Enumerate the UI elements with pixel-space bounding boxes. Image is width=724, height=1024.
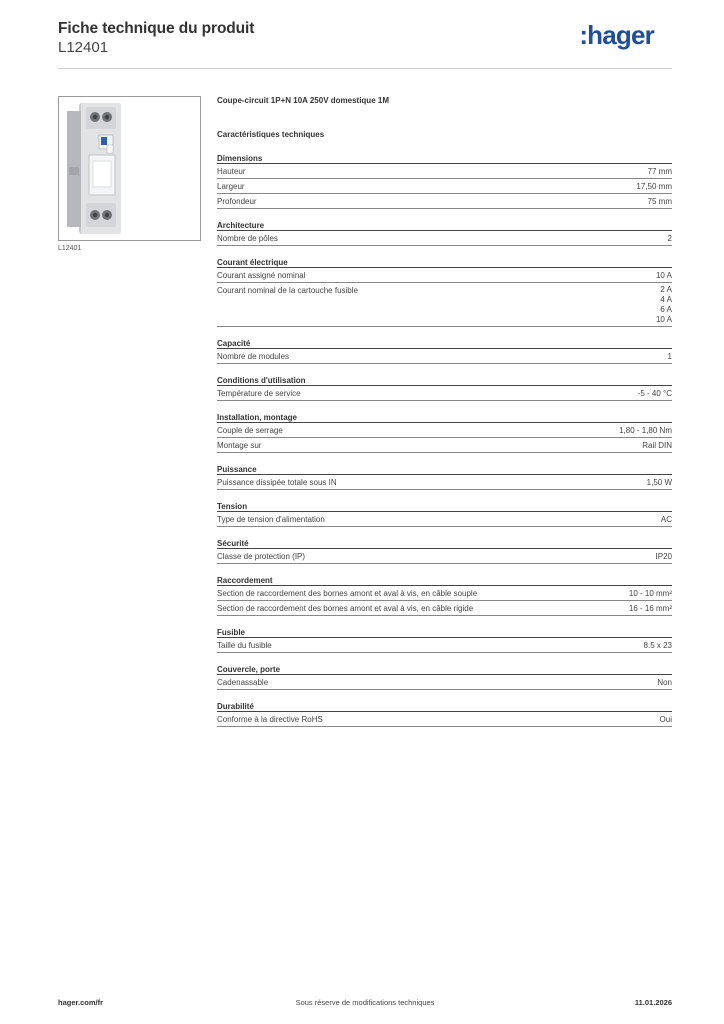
hager-logo: :hager (579, 20, 654, 50)
section-title: Conditions d'utilisation (217, 375, 672, 386)
section-dimensions (217, 153, 672, 209)
spec-row (217, 675, 672, 690)
spec-row (217, 438, 672, 453)
header-divider (58, 68, 672, 69)
spec-label: Nombre de pôles (217, 234, 278, 243)
section-couvercle (217, 664, 672, 690)
section-architecture (217, 220, 672, 246)
section-title: Raccordement (217, 575, 672, 586)
spec-label: Couple de serrage (217, 426, 283, 435)
spec-row (217, 349, 672, 364)
section-title: Architecture (217, 220, 672, 231)
spec-value: 75 mm (647, 197, 672, 206)
spec-row (217, 586, 672, 601)
spec-label: Cadenassable (217, 678, 269, 687)
section-title: Puissance (217, 464, 672, 475)
section-title: Fusible (217, 627, 672, 638)
spec-value: 8.5 x 23 (643, 641, 672, 650)
section-title: Capacité (217, 338, 672, 349)
spec-row (217, 231, 672, 246)
section-capacite (217, 338, 672, 364)
product-image (58, 96, 201, 241)
spec-value: Non (657, 678, 672, 687)
spec-value: IP20 (655, 552, 672, 561)
spec-value-list (656, 285, 672, 325)
spec-label: Montage sur (217, 441, 262, 450)
section-title: Courant électrique (217, 257, 672, 268)
section-title: Tension (217, 501, 672, 512)
spec-row (217, 638, 672, 653)
spec-label: Courant nominal de la cartouche fusible (217, 286, 358, 295)
spec-row (217, 549, 672, 564)
spec-value: Rail DIN (642, 441, 672, 450)
page-title: Fiche technique du produit (58, 20, 255, 37)
spec-value: Oui (659, 715, 672, 724)
spec-row (217, 283, 672, 327)
spec-label: Section de raccordement des bornes amont et aval à vis, en câble rigide (217, 604, 474, 613)
spec-value: 17,50 mm (636, 182, 672, 191)
spec-label: Puissance dissipée totale sous IN (217, 478, 337, 487)
spec-label: Nombre de modules (217, 352, 290, 361)
spec-value: 6 A (660, 305, 672, 314)
spec-label: Largeur (217, 182, 245, 191)
spec-label: Type de tension d'alimentation (217, 515, 325, 524)
section-title: Couvercle, porte (217, 664, 672, 675)
spec-row (217, 386, 672, 401)
spec-label: Taille du fusible (217, 641, 272, 650)
footer-date: 11.01.2026 (634, 998, 672, 1007)
spec-value: 1 (667, 352, 672, 361)
spec-value: -5 - 40 °C (637, 389, 672, 398)
spec-label: Température de service (217, 389, 301, 398)
section-title: Sécurité (217, 538, 672, 549)
spec-row (217, 179, 672, 194)
fuse-holder-illustration (59, 97, 200, 240)
section-title: Durabilité (217, 701, 672, 712)
section-title: Installation, montage (217, 412, 672, 423)
specs-heading: Caractéristiques techniques (217, 130, 325, 139)
section-title: Dimensions (217, 153, 672, 164)
spec-value: 1,80 - 1,80 Nm (619, 426, 672, 435)
spec-row (217, 601, 672, 616)
spec-label: Profondeur (217, 197, 257, 206)
image-caption: L12401 (58, 245, 82, 252)
spec-value: 2 A (660, 285, 672, 294)
spec-row (217, 712, 672, 727)
spec-value: 2 (667, 234, 672, 243)
spec-value: 10 A (655, 315, 672, 324)
spec-row (217, 423, 672, 438)
spec-label: Section de raccordement des bornes amont et aval à vis, en câble souple (217, 589, 478, 598)
spec-row (217, 475, 672, 490)
spec-row (217, 194, 672, 209)
spec-row (217, 512, 672, 527)
spec-value: 77 mm (647, 167, 672, 176)
section-fusible (217, 627, 672, 653)
product-title: Coupe-circuit 1P+N 10A 250V domestique 1M (217, 96, 389, 105)
section-securite (217, 538, 672, 564)
spec-value: 16 - 16 mm² (628, 604, 672, 613)
product-code: L12401 (58, 39, 109, 56)
spec-content (217, 96, 672, 727)
footer-notice: Sous réserve de modifications techniques (295, 998, 435, 1007)
section-conditions (217, 375, 672, 401)
footer-website-link[interactable]: hager.com/fr (58, 998, 104, 1007)
spec-label: Hauteur (217, 167, 246, 176)
section-durabilite (217, 701, 672, 727)
section-puissance (217, 464, 672, 490)
spec-label: Courant assigné nominal (217, 271, 306, 280)
spec-value: 1,50 W (646, 478, 672, 487)
spec-label: Conforme à la directive RoHS (217, 715, 323, 724)
spec-value: 10 - 10 mm² (628, 589, 672, 598)
section-courant (217, 257, 672, 327)
spec-label: Classe de protection (IP) (217, 552, 306, 561)
spec-value: 4 A (660, 295, 672, 304)
spec-row (217, 268, 672, 283)
spec-row (217, 164, 672, 179)
section-raccordement (217, 575, 672, 616)
section-tension (217, 501, 672, 527)
section-installation (217, 412, 672, 453)
spec-value: AC (660, 515, 672, 524)
page-header (58, 20, 672, 68)
spec-value: 10 A (655, 271, 672, 280)
